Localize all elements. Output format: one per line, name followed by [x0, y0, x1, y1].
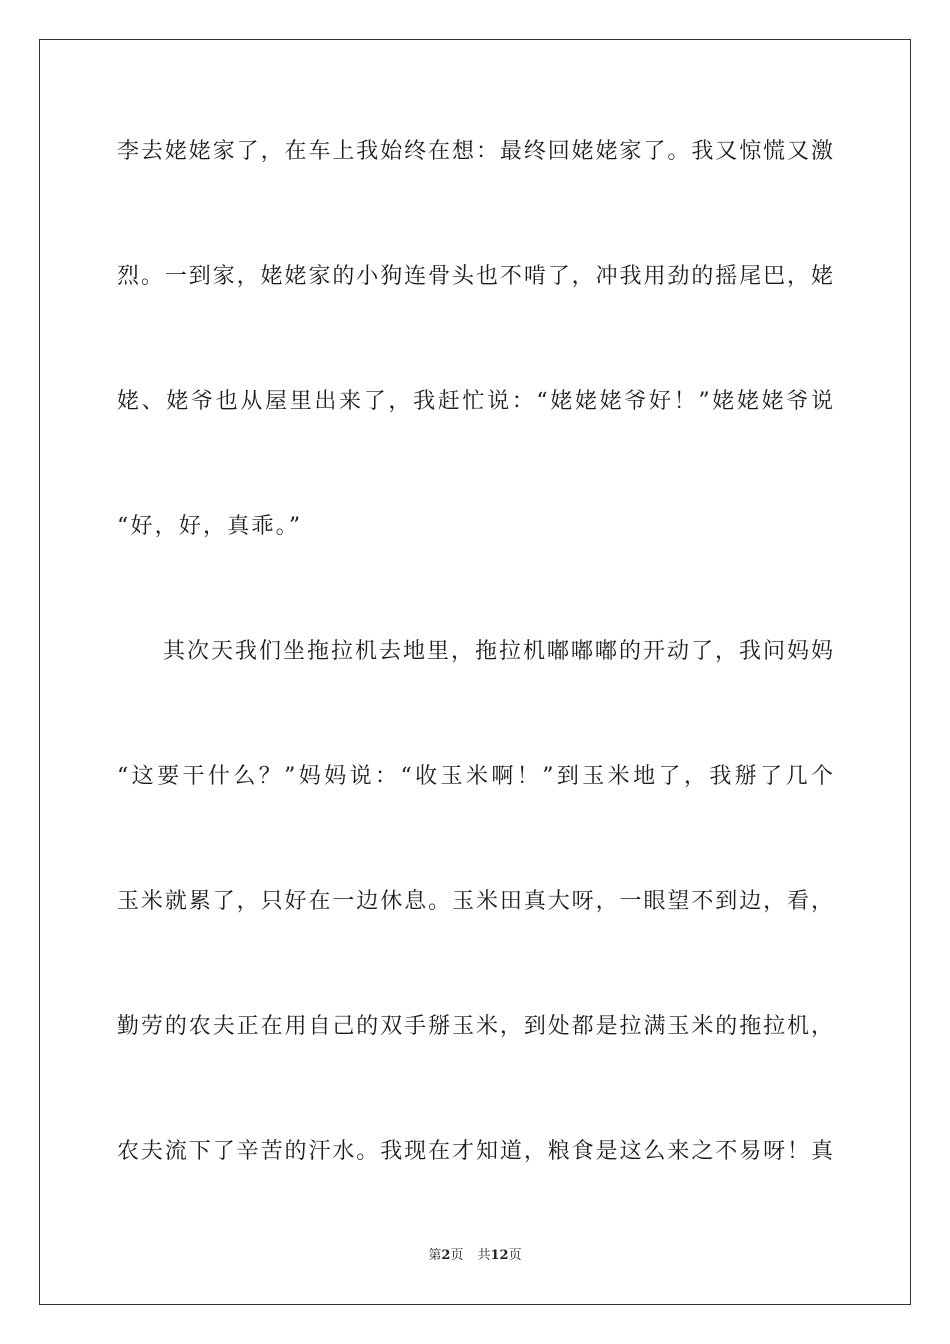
- text-line-5: 其次天我们坐拖拉机去地里，拖拉机嘟嘟嘟的开动了，我问妈妈: [163, 639, 833, 664]
- total-suffix: 页: [508, 1248, 522, 1263]
- text-line-4: “好，好，真乖。”: [117, 514, 303, 539]
- page-total: 12: [490, 1248, 509, 1263]
- total-prefix: 共: [477, 1248, 491, 1263]
- text-line-1: 李去姥姥家了，在车上我始终在想：最终回姥姥家了。我又惊慌又激: [117, 139, 833, 164]
- page-prefix: 第: [428, 1248, 442, 1263]
- text-line-7: 玉米就累了，只好在一边休息。玉米田真大呀，一眼望不到边，看，: [117, 889, 833, 914]
- text-line-9: 农夫流下了辛苦的汗水。我现在才知道，粮食是这么来之不易呀！真: [117, 1139, 833, 1164]
- text-line-3: 姥、姥爷也从屋里出来了，我赶忙说：“姥姥姥爷好！”姥姥姥爷说: [117, 389, 833, 414]
- text-line-6: “这要干什么？”妈妈说：“收玉米啊！”到玉米地了，我掰了几个: [117, 764, 833, 789]
- page-current: 2: [441, 1248, 451, 1263]
- text-line-2: 烈。一到家，姥姥家的小狗连骨头也不啃了，冲我用劲的摇尾巴，姥: [117, 264, 833, 289]
- page-footer: [0, 1246, 950, 1266]
- document-body: [117, 124, 833, 1249]
- text-line-8: 勤劳的农夫正在用自己的双手掰玉米，到处都是拉满玉米的拖拉机，: [117, 1014, 833, 1039]
- page-suffix: 页: [450, 1248, 464, 1263]
